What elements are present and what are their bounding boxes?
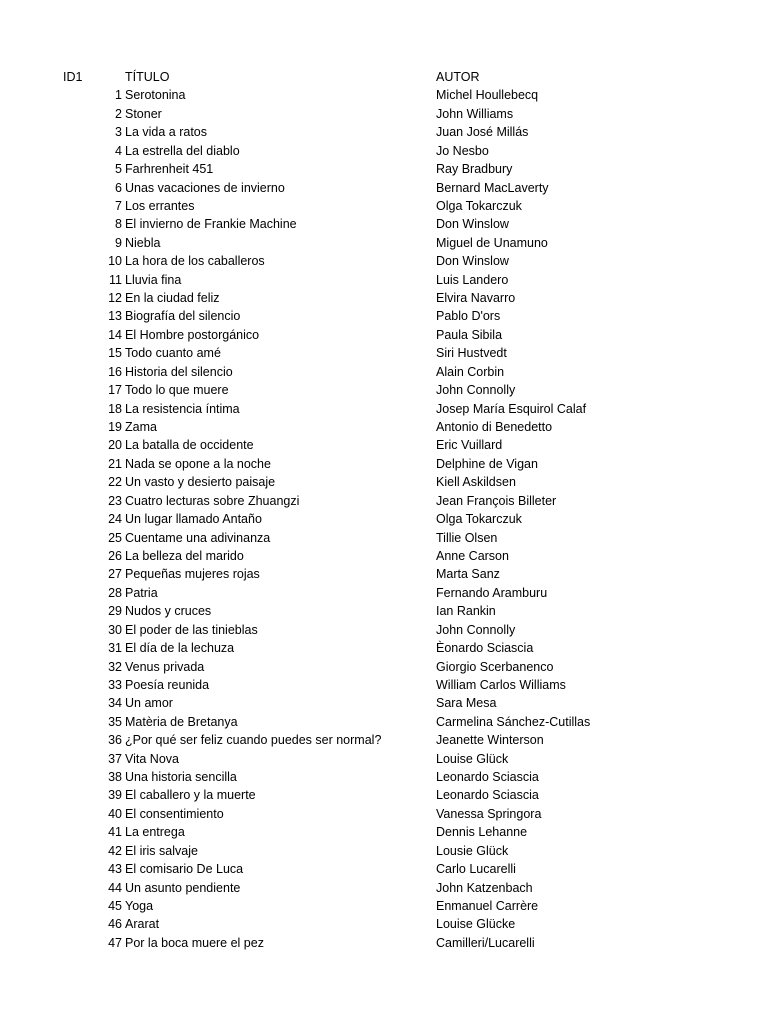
book-title: La belleza del marido: [125, 548, 244, 563]
book-id: 13: [108, 309, 122, 324]
table-row: [0, 86, 768, 104]
book-author: John Williams: [436, 106, 514, 121]
book-author: Leonardo Sciascia: [436, 770, 539, 785]
book-author: Eric Vuillard: [436, 438, 503, 453]
book-id: 4: [115, 143, 122, 158]
book-id: 26: [108, 548, 122, 563]
book-title: La batalla de occidente: [125, 438, 254, 453]
book-id: 41: [108, 825, 122, 840]
book-id: 6: [115, 180, 122, 195]
table-row: [0, 510, 768, 528]
table-row: [0, 160, 768, 178]
book-title: Un lugar llamado Antaño: [125, 512, 262, 527]
book-rows: [0, 86, 768, 952]
book-id: 8: [115, 217, 122, 232]
book-author: Olga Tokarczuk: [436, 512, 522, 527]
book-title: En la ciudad feliz: [125, 291, 220, 306]
book-title: Yoga: [125, 898, 154, 913]
table-row: [0, 565, 768, 583]
book-title: Biografía del silencio: [125, 309, 241, 324]
table-row: [0, 344, 768, 362]
book-title: Cuentame una adivinanza: [125, 530, 271, 545]
book-author: Tillie Olsen: [436, 530, 498, 545]
table-row: [0, 123, 768, 141]
table-row: [0, 621, 768, 639]
book-title: Patria: [125, 585, 158, 600]
book-title: Pequeñas mujeres rojas: [125, 567, 260, 582]
book-author: Carlo Lucarelli: [436, 862, 516, 877]
book-title: Vita Nova: [125, 751, 179, 766]
table-row: [0, 786, 768, 804]
book-id: 28: [108, 585, 122, 600]
table-row: [0, 694, 768, 712]
book-author: John Connolly: [436, 622, 516, 637]
book-title: La resistencia íntima: [125, 401, 240, 416]
book-id: 11: [109, 272, 122, 287]
table-row: [0, 234, 768, 252]
book-title: Zama: [125, 420, 157, 435]
book-author: Lousie Glück: [436, 843, 509, 858]
book-id: 19: [108, 420, 122, 435]
book-author: Antonio di Benedetto: [436, 420, 553, 435]
book-author: Jo Nesbo: [436, 143, 489, 158]
book-author: Alain Corbin: [436, 364, 505, 379]
table-row: [0, 879, 768, 897]
table-row: [0, 823, 768, 841]
book-id: 42: [108, 843, 122, 858]
book-id: 12: [108, 291, 122, 306]
book-title: Una historia sencilla: [125, 770, 237, 785]
book-author: Luis Landero: [436, 272, 509, 287]
book-id: 46: [108, 917, 122, 932]
book-id: 35: [108, 714, 122, 729]
book-id: 25: [108, 530, 122, 545]
book-author: Vanessa Springora: [436, 806, 542, 821]
book-id: 47: [108, 935, 122, 950]
book-author: Michel Houllebecq: [436, 88, 539, 103]
book-author: Miguel de Unamuno: [436, 235, 548, 250]
book-title: Historia del silencio: [125, 364, 233, 379]
book-id: 29: [108, 604, 122, 619]
book-id: 3: [115, 125, 122, 140]
book-title: Stoner: [125, 106, 162, 121]
book-author: Kiell Askildsen: [436, 475, 516, 490]
book-title: El día de la lechuza: [125, 641, 235, 656]
book-author: Jean François Billeter: [436, 493, 557, 508]
book-id: 43: [108, 862, 122, 877]
book-author: Marta Sanz: [436, 567, 500, 582]
book-author: Èonardo Sciascia: [436, 641, 534, 656]
book-id: 14: [108, 327, 122, 342]
book-id: 2: [115, 106, 122, 121]
book-title: ¿Por qué ser feliz cuando puedes ser normal?: [125, 733, 382, 748]
book-author: William Carlos Williams: [436, 677, 566, 692]
book-title: El caballero y la muerte: [125, 788, 256, 803]
book-title: Nudos y cruces: [125, 604, 212, 619]
book-title: Nada se opone a la noche: [125, 456, 271, 471]
table-row: [0, 768, 768, 786]
book-title: Unas vacaciones de invierno: [125, 180, 285, 195]
book-title: Los errantes: [125, 198, 195, 213]
book-title: El iris salvaje: [125, 843, 198, 858]
table-row: [0, 215, 768, 233]
book-id: 10: [108, 254, 122, 269]
table-row: [0, 639, 768, 657]
table-row: [0, 381, 768, 399]
book-id: 18: [108, 401, 122, 416]
book-author: Delphine de Vigan: [436, 456, 538, 471]
book-title: Lluvia fina: [125, 272, 182, 287]
book-title: Todo cuanto amé: [125, 346, 221, 361]
book-id: 32: [108, 659, 122, 674]
table-row: [0, 473, 768, 491]
book-author: Elvira Navarro: [436, 291, 516, 306]
book-author: Leonardo Sciascia: [436, 788, 539, 803]
table-row: [0, 179, 768, 197]
book-author: Carmelina Sánchez-Cutillas: [436, 714, 591, 729]
book-title: El consentimiento: [125, 806, 224, 821]
book-title: Cuatro lecturas sobre Zhuangzi: [125, 493, 300, 508]
table-row: [0, 271, 768, 289]
book-id: 45: [108, 898, 122, 913]
book-id: 9: [115, 235, 122, 250]
book-title: Un amor: [125, 696, 173, 711]
book-author: Dennis Lehanne: [436, 825, 528, 840]
id-column-header: ID1: [63, 70, 83, 84]
book-id: 22: [108, 475, 122, 490]
table-row: [0, 860, 768, 878]
book-title: El poder de las tinieblas: [125, 622, 258, 637]
table-row: [0, 142, 768, 160]
book-id: 39: [108, 788, 122, 803]
book-author: Pablo D'ors: [436, 309, 501, 324]
table-row: [0, 529, 768, 547]
table-row: [0, 418, 768, 436]
book-id: 34: [108, 696, 122, 711]
table-row: [0, 713, 768, 731]
book-id: 21: [108, 456, 122, 471]
book-id: 5: [115, 162, 122, 177]
book-title: Ararat: [125, 917, 160, 932]
book-id: 44: [108, 880, 122, 895]
header-row: [0, 68, 768, 86]
book-title: La vida a ratos: [125, 125, 207, 140]
book-author: Ray Bradbury: [436, 162, 513, 177]
table-row: [0, 492, 768, 510]
book-id: 16: [108, 364, 122, 379]
book-title: El Hombre postorgánico: [125, 327, 260, 342]
book-id: 1: [115, 88, 122, 103]
book-title: La entrega: [125, 825, 185, 840]
table-row: [0, 252, 768, 270]
book-author: Louise Glücke: [436, 917, 516, 932]
book-id: 38: [108, 770, 122, 785]
book-id: 17: [108, 383, 122, 398]
table-row: [0, 842, 768, 860]
book-author: Giorgio Scerbanenco: [436, 659, 554, 674]
book-title: El comisario De Luca: [125, 862, 244, 877]
book-title: La estrella del diablo: [125, 143, 240, 158]
book-author: John Katzenbach: [436, 880, 533, 895]
author-column-header: AUTOR: [436, 70, 480, 84]
book-title: Un asunto pendiente: [125, 880, 241, 895]
table-row: [0, 289, 768, 307]
book-title: Serotonina: [125, 88, 186, 103]
table-row: [0, 455, 768, 473]
table-row: [0, 602, 768, 620]
book-title: Todo lo que muere: [125, 383, 229, 398]
book-title: Venus privada: [125, 659, 205, 674]
book-title: Un vasto y desierto paisaje: [125, 475, 276, 490]
book-author: John Connolly: [436, 383, 516, 398]
table-row: [0, 436, 768, 454]
book-author: Enmanuel Carrère: [436, 898, 539, 913]
table-row: [0, 805, 768, 823]
book-author: Sara Mesa: [436, 696, 497, 711]
book-id: 33: [108, 677, 122, 692]
book-id: 31: [108, 641, 122, 656]
book-author: Josep María Esquirol Calaf: [436, 401, 587, 416]
book-author: Paula Sibila: [436, 327, 503, 342]
book-title: Farhrenheit 451: [125, 162, 214, 177]
book-id: 27: [108, 567, 122, 582]
book-id: 23: [108, 493, 122, 508]
table-row: [0, 915, 768, 933]
book-author: Don Winslow: [436, 217, 509, 232]
book-author: Bernard MacLaverty: [436, 180, 549, 195]
table-row: [0, 658, 768, 676]
book-title: Por la boca muere el pez: [125, 935, 264, 950]
table-row: [0, 731, 768, 749]
book-author: Louise Glück: [436, 751, 509, 766]
table-row: [0, 363, 768, 381]
book-title: Poesía reunida: [125, 677, 210, 692]
table-row: [0, 934, 768, 952]
book-title: Niebla: [125, 235, 161, 250]
table-row: [0, 197, 768, 215]
book-list-sheet: [0, 68, 768, 952]
book-id: 30: [108, 622, 122, 637]
book-author: Anne Carson: [436, 548, 509, 563]
book-id: 36: [108, 733, 122, 748]
book-title: La hora de los caballeros: [125, 254, 265, 269]
book-author: Siri Hustvedt: [436, 346, 507, 361]
table-row: [0, 750, 768, 768]
table-row: [0, 307, 768, 325]
book-author: Jeanette Winterson: [436, 733, 544, 748]
book-author: Juan José Millás: [436, 125, 529, 140]
table-row: [0, 897, 768, 915]
table-row: [0, 400, 768, 418]
book-author: Fernando Aramburu: [436, 585, 548, 600]
book-id: 24: [108, 512, 122, 527]
book-title: Matèria de Bretanya: [125, 714, 238, 729]
book-title: El invierno de Frankie Machine: [125, 217, 297, 232]
table-row: [0, 547, 768, 565]
book-id: 20: [108, 438, 122, 453]
table-row: [0, 676, 768, 694]
table-row: [0, 584, 768, 602]
table-row: [0, 105, 768, 123]
table-row: [0, 326, 768, 344]
title-column-header: TÍTULO: [125, 70, 170, 84]
book-id: 15: [108, 346, 122, 361]
book-author: Ian Rankin: [436, 604, 496, 619]
book-author: Don Winslow: [436, 254, 509, 269]
book-id: 37: [108, 751, 122, 766]
book-id: 7: [115, 198, 122, 213]
book-author: Olga Tokarczuk: [436, 198, 522, 213]
book-author: Camilleri/Lucarelli: [436, 935, 535, 950]
book-id: 40: [108, 806, 122, 821]
